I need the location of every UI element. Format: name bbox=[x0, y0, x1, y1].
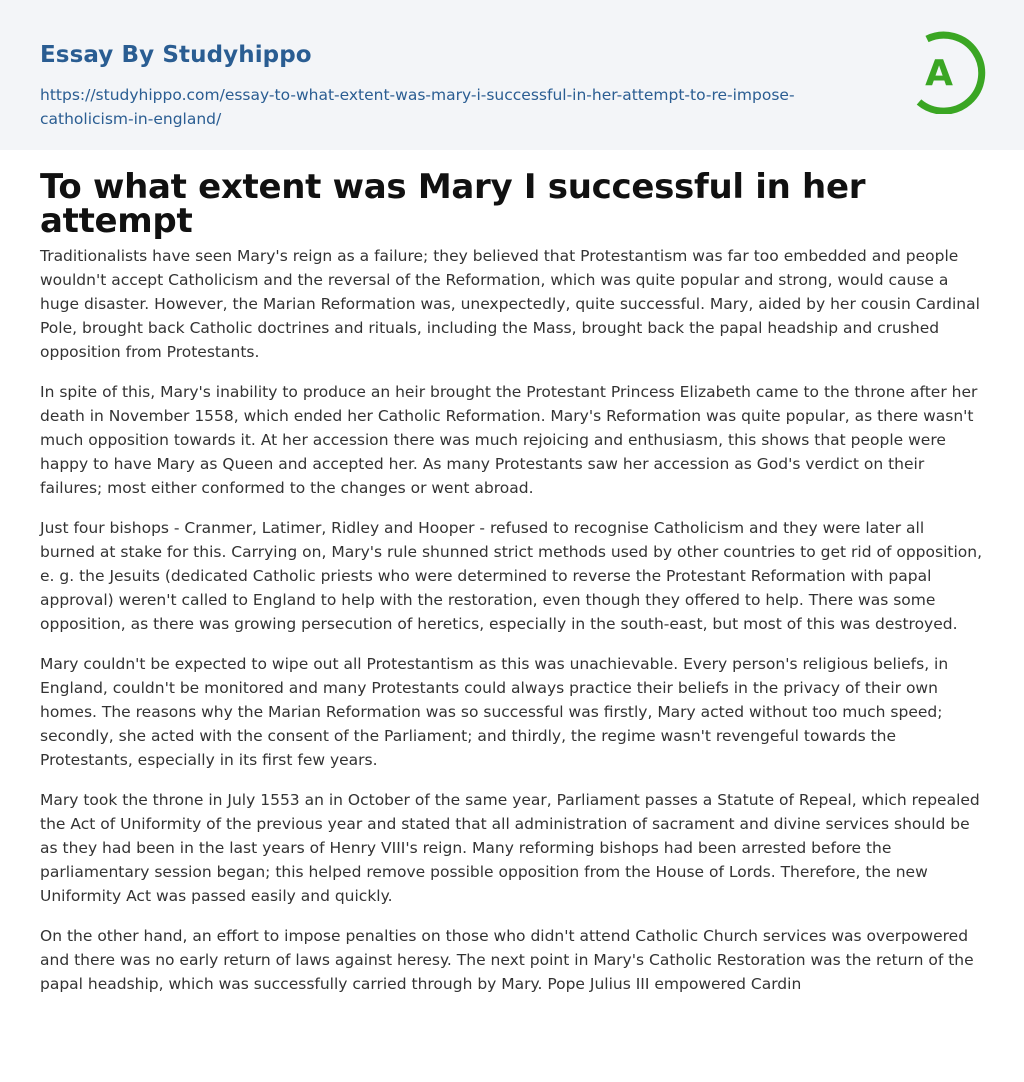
essay-content bbox=[0, 150, 1024, 996]
essay-title: To what extent was Mary I successful in her attempt bbox=[40, 167, 866, 241]
essay-paragraph: Traditionalists have seen Mary's reign as a failure; they believed that Protestantism was far too embedded and people wouldn't accept Catholicism and the reversal of the Reformation, which was quite popular and strong, would cause a huge disaster. However, the Marian Reformation was, unexpectedly, quite successful. Mary, aided by her cousin Cardinal Pole, brought back Catholic doctrines and rituals, including the Mass, brought back the papal headship and crushed opposition from Protestants. bbox=[40, 247, 980, 361]
site-title[interactable]: Essay By Studyhippo bbox=[40, 42, 312, 68]
essay-paragraph: In spite of this, Mary's inability to produce an heir brought the Protestant Princess Elizabeth came to the throne after her death in November 1558, which ended her Catholic Reformation. Mary's Reformation was quite popular, as there wasn't much opposition towards it. At her accession there was much rejoicing and enthusiasm, this shows that people were happy to have Mary as Queen and accepted her. As many Protestants saw her accession as God's verdict on their failures; most either conformed to the changes or went abroad. bbox=[40, 383, 978, 497]
site-header bbox=[0, 0, 1024, 150]
essay-paragraph: On the other hand, an effort to impose penalties on those who didn't attend Catholic Church services was overpowered and there was no early return of laws against heresy. The next point in Mary's Catholic Restoration was the return of the papal headship, which was successfully carried through by Mary. Pope Julius III empowered Cardin bbox=[40, 927, 974, 993]
essay-body bbox=[40, 244, 984, 996]
source-url-link[interactable]: https://studyhippo.com/essay-to-what-extent-was-mary-i-successful-in-her-attempt-to-re-impose-catholicism-in-england/ bbox=[40, 86, 795, 128]
essay-paragraph: Mary took the throne in July 1553 an in October of the same year, Parliament passes a Statute of Repeal, which repealed the Act of Uniformity of the previous year and stated that all administration of sacrament and divine services should be as they had been in the last years of Henry VIII's reign. Many reforming bishops had been arrested before the parliamentary session began; this helped remove possible opposition from the House of Lords. Therefore, the new Uniformity Act was passed easily and quickly. bbox=[40, 791, 980, 905]
logo-letter: A bbox=[925, 53, 953, 94]
essay-paragraph: Just four bishops - Cranmer, Latimer, Ridley and Hooper - refused to recognise Catholicism and they were later all burned at stake for this. Carrying on, Mary's rule shunned strict methods used by other countries to get rid of opposition, e. g. the Jesuits (dedicated Catholic priests who were determined to reverse the Protestant Reformation with papal approval) weren't called to England to help with the restoration, even though they offered to help. There was some opposition, as there was growing persecution of heretics, especially in the south-east, but most of this was destroyed. bbox=[40, 519, 982, 633]
studyhippo-logo-icon[interactable] bbox=[912, 30, 986, 114]
essay-paragraph: Mary couldn't be expected to wipe out all Protestantism as this was unachievable. Every person's religious beliefs, in England, couldn't be monitored and many Protestants could always practice their beliefs in the privacy of their own homes. The reasons why the Marian Reformation was so successful was firstly, Mary acted without too much speed; secondly, she acted with the consent of the Parliament; and thirdly, the regime wasn't revengeful towards the Protestants, especially in its first few years. bbox=[40, 655, 949, 769]
